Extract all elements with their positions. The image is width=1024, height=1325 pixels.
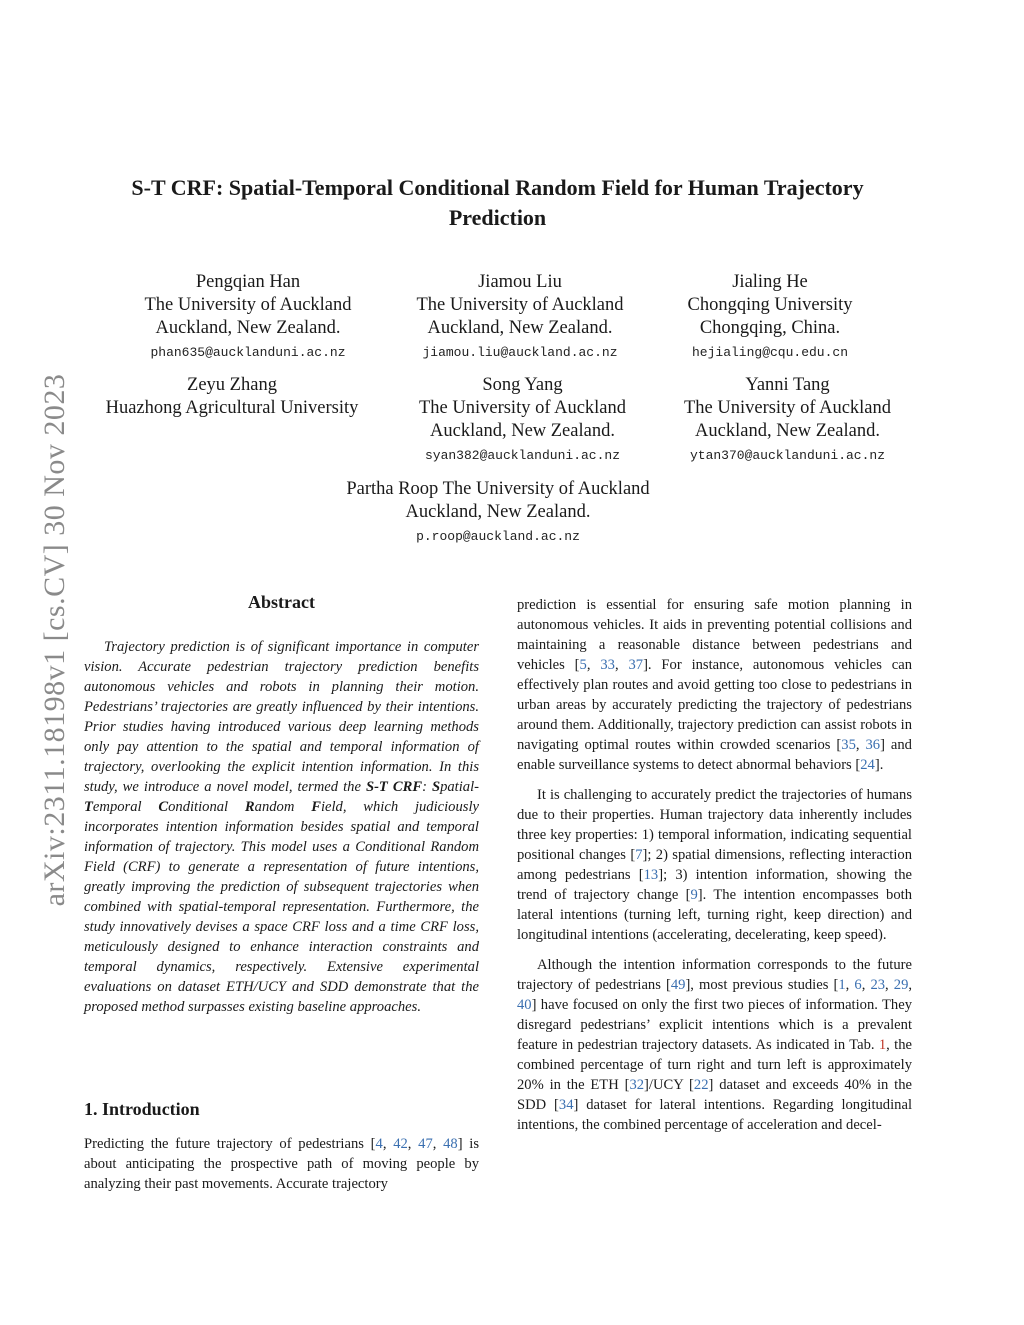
author-location: Auckland, New Zealand. (430, 421, 615, 441)
citation-link[interactable]: 29 (893, 977, 909, 993)
acronym-letter: R (244, 799, 255, 815)
citation-link[interactable]: 47 (418, 1136, 433, 1152)
citation-link[interactable]: 24 (860, 757, 875, 773)
citation-link[interactable]: 4 (375, 1136, 383, 1152)
section-heading-introduction: 1. Introduction (84, 1099, 200, 1119)
author-block (665, 374, 910, 466)
author-affiliation: The University of Auckland (683, 398, 892, 418)
author-block (300, 478, 696, 547)
author-name: Zeyu Zhang (187, 375, 277, 395)
abstract-segment: patial- (440, 779, 479, 795)
paragraph: Although the intention information corresponds to the future trajectory of pedestrians [49], most previous studies [1, 6, 23, 29, 40] have focused on only the first two pieces of information. They disregard pedestrians’ explicit intentions which is a prevalent feature in pedestrian trajectory datasets. As indicated in Tab. 1, the combined percentage of turn right and turn left is approximately 20% in the ETH [32]/UCY [22] dataset and exceeds 40% in the SDD [34] dataset for lateral intentions. Regarding longitudinal intentions, the combined percentage of acceleration and decel- (517, 957, 913, 1133)
author-affiliation: The University of Auckland (418, 398, 627, 418)
title-line-1: S-T CRF: Spatial-Temporal Conditional Random Field for Human Trajectory (131, 175, 864, 200)
text-segment: It is challenging to accurately predict the trajectories of humans due to their properties. Human trajectory data inherently includes three key properties: 1) temporal information, indicating sequential positional changes [ (517, 787, 912, 863)
author-block (390, 271, 650, 363)
model-name: S-T CRF (365, 779, 423, 795)
citation-link[interactable]: 33 (600, 657, 615, 673)
acronym-letter: T (84, 799, 93, 815)
author-email[interactable]: ytan370@aucklanduni.ac.nz (689, 448, 886, 463)
abstract-segment: andom (254, 799, 312, 815)
author-name-affiliation (300, 478, 696, 501)
author-email[interactable]: jiamou.liu@auckland.ac.nz (422, 345, 618, 360)
author-email[interactable]: p.roop@auckland.ac.nz (416, 529, 580, 544)
author-affiliation: Chongqing University (687, 295, 853, 315)
citation-link[interactable]: 35 (841, 737, 856, 753)
author-name: Pengqian Han (195, 272, 301, 292)
text-segment: prediction is essential for ensuring safe motion planning in autonomous vehicles. It aids in preventing potential collisions and maintaining a reasonable distance between pedestrians and vehicles [ (517, 597, 912, 673)
paragraph: Predicting the future trajectory of pedestrians [4, 42, 47, 48] is about anticipating the prospective path of moving people by analyzing their past movements. Accurate trajectory (84, 1136, 480, 1192)
paragraph: prediction is essential for ensuring safe motion planning in autonomous vehicles. It aids in preventing potential collisions and maintaining a reasonable distance between pedestrians and vehicles [5, 33, 37]. For instance, autonomous vehicles can effectively plan routes and avoid getting too close to pedestrians in urban areas by accurately predicting the trajectory of pedestrians around them. Additionally, trajectory prediction can assist robots in navigating optimal routes within crowded scenarios [35, 36] and enable surveillance systems to detect abnormal behaviors [24]. (517, 597, 913, 773)
author-location: Auckland, New Zealand. (155, 318, 341, 338)
paper-title (90, 173, 905, 233)
abstract-text (84, 637, 479, 1017)
text-segment: ] dataset and exceeds 40% in the SDD [ (517, 1077, 912, 1113)
author-location: Chongqing, China. (699, 318, 841, 338)
abstract-segment: Trajectory prediction is of significant importance in computer vision. Accurate pedestrian trajectory prediction benefits autonomous vehicles and robots in planning their motion. Pedestrians’ trajectories are greatly influenced by their intentions. Prior studies having introduced various deep learning methods only pay attention to the spatial and temporal information of trajectory, overlooking the explicit intention information. In this study, we introduce a novel model, termed the (84, 639, 479, 795)
text-segment: Although the intention information corresponds to the future trajectory of pedestrians [ (517, 957, 912, 993)
citation-link[interactable]: 37 (628, 657, 644, 673)
author-block (86, 374, 378, 420)
text-segment: Predicting the future trajectory of pedestrians [ (84, 1136, 376, 1152)
citation-link[interactable]: 34 (558, 1097, 574, 1113)
acronym-letter: C (158, 799, 169, 815)
citation-link[interactable]: 7 (635, 847, 643, 863)
text-segment: ]/UCY [ (644, 1077, 694, 1093)
citation-link[interactable]: 23 (870, 977, 886, 993)
author-name: Jialing He (732, 272, 808, 292)
arxiv-identifier-stamp: arXiv:2311.18198v1 [cs.CV] 30 Nov 2023 (38, 373, 71, 907)
table-reference-link[interactable]: 1 (878, 1037, 887, 1053)
paragraph (517, 785, 912, 945)
author-name: Yanni Tang (745, 375, 830, 395)
citation-link[interactable]: 42 (393, 1136, 408, 1152)
citation-link[interactable]: 49 (670, 977, 686, 993)
author-name: Partha Roop (346, 479, 439, 499)
text-segment: ]. The intention encompasses both lateral intentions (turning left, turning right, keep direction) and longitudinal intentions (accelerating, decelerating, keep speed). (517, 887, 912, 943)
left-column-text (84, 1134, 479, 1204)
author-location: Auckland, New Zealand. (695, 421, 880, 441)
text-segment: , the combined percentage of turn right and turn left is approximately 20% in the ETH [ (517, 1037, 912, 1093)
author-block (118, 271, 378, 363)
citation-link[interactable]: 36 (865, 737, 881, 753)
citation-link[interactable]: 13 (643, 867, 659, 883)
text-segment: ]; 3) intention information, showing the trend of trajectory change [ (517, 867, 912, 903)
author-email[interactable]: syan382@aucklanduni.ac.nz (424, 448, 621, 463)
title-line-2: Prediction (448, 205, 547, 230)
citation-link[interactable]: 9 (690, 887, 698, 903)
abstract-segment: : (422, 779, 432, 795)
author-affiliation: The University of Auckland (144, 295, 352, 315)
abstract-segment: ield, which judiciously incorporates intention information besides spatial and temporal information of trajectory. This model uses a Conditional Random Field (CRF) to generate a representation of future intentions, greatly improving the prediction of subsequent trajectories when combined with spatial-temporal representation. Furthermore, the study innovatively devises a space CRF loss and a time CRF loss, meticulously designed to enhance interaction constraints and temporal dynamics, respectively. Extensive experimental evaluations on dataset ETH/UCY and SDD demonstrate that the proposed method surpasses existing baseline approaches. (84, 799, 479, 1015)
citation-link[interactable]: 32 (629, 1077, 645, 1093)
author-block (390, 374, 655, 466)
text-segment: ] is about anticipating the prospective path of moving people by analyzing their past movements. Accurate trajectory (84, 1136, 480, 1192)
citation-link[interactable]: 1 (838, 977, 846, 993)
acronym-letter: F (311, 799, 321, 815)
author-email[interactable]: phan635@aucklanduni.ac.nz (150, 345, 346, 360)
citation-link[interactable]: 40 (517, 997, 532, 1013)
text-segment: ]. (874, 757, 884, 773)
citation-link[interactable]: 48 (443, 1136, 458, 1152)
citation-link[interactable]: 5 (579, 657, 587, 673)
citation-link[interactable]: 22 (693, 1077, 709, 1093)
author-affiliation: Huazhong Agricultural University (105, 398, 359, 418)
acronym-letter: S (431, 779, 441, 795)
author-location: Auckland, New Zealand. (405, 502, 591, 522)
citation-link[interactable]: 6 (854, 977, 862, 993)
abstract-segment: emporal (92, 799, 159, 815)
author-email[interactable]: hejialing@cqu.edu.cn (691, 345, 849, 360)
text-segment: ]; 2) spatial dimensions, reflecting interaction among pedestrians [ (517, 847, 912, 883)
text-segment: ]. For instance, autonomous vehicles can effectively plan routes and avoid getting too close to pedestrians in urban areas by accurately predicting the trajectory of pedestrians around them. Additionally, trajectory prediction can assist robots in navigating optimal routes within crowded scenarios [ (517, 657, 913, 753)
author-block (660, 271, 880, 363)
right-column-text (517, 595, 912, 1145)
abstract-heading: Abstract (248, 592, 315, 612)
author-name: Song Yang (482, 375, 563, 395)
text-segment: ] have focused on only the first two pieces of information. They disregard pedestrians’ explicit intentions which is a prevalent feature in pedestrian trajectory datasets. As indicated in Tab. (517, 997, 912, 1053)
author-name: Jiamou Liu (478, 272, 562, 292)
text-segment: ], most previous studies [ (685, 977, 839, 993)
text-segment: ] and enable surveillance systems to detect abnormal behaviors [ (517, 737, 912, 773)
abstract-segment: onditional (168, 799, 245, 815)
author-location: Auckland, New Zealand. (427, 318, 613, 338)
author-affiliation: The University of Auckland (416, 295, 624, 315)
text-segment: ] dataset for lateral intentions. Regarding longitudinal intentions, the combined percentage of acceleration and decel- (517, 1097, 912, 1133)
author-affiliation: The University of Auckland (442, 479, 650, 499)
